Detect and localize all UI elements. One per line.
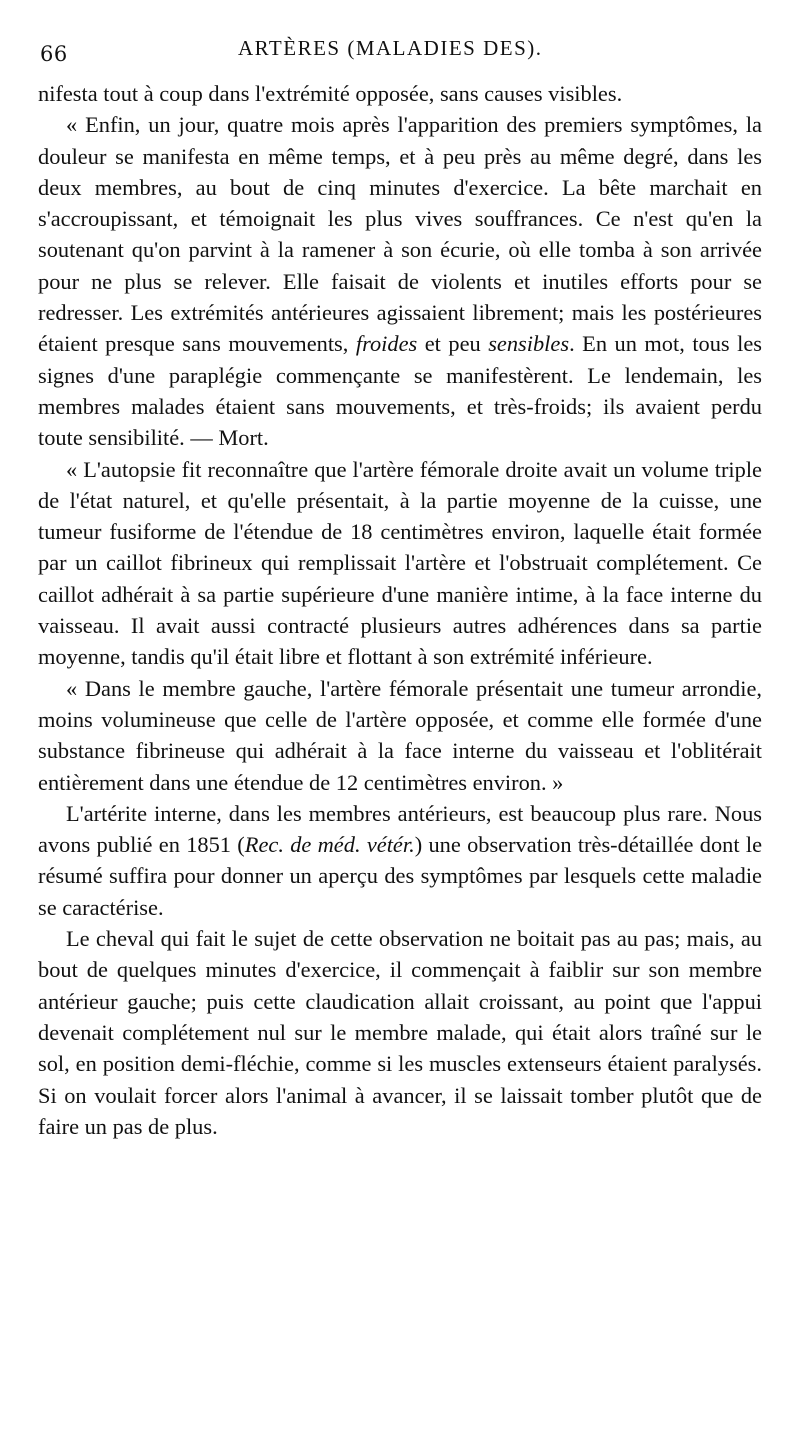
text-segment: ) une observation très-détaillée dont le résumé suffira pour donner un aperçu des symptômes par lesquels cette maladie se caractérise. bbox=[38, 832, 763, 920]
paragraph-continuation bbox=[38, 78, 762, 109]
text-segment: et peu bbox=[417, 331, 489, 357]
paragraph-left-limb bbox=[38, 673, 762, 798]
page-header bbox=[38, 30, 762, 70]
text-segment: « L'autopsie fit reconnaître que l'artère fémorale droite avait un volume triple de l'état naturel, et qu'elle présentait, à la partie moyenne de la cuisse, une tumeur fusiforme de l'étendue de 18 centimètres environ, laquelle était formée par un caillot fibrineux qui remplissait l'artère et l'obstruait complétement. Ce caillot adhérait à sa partie supérieure d'une manière intime, à la face interne du vaisseau. Il avait aussi contracté plusieurs autres adhérences dans sa partie moyenne, tandis qu'il était libre et flottant à son extrémité inférieure. bbox=[38, 456, 762, 670]
text-segment: . En un mot, tous les signes d'une paraplégie commençante se manifestèrent. Le lendemain, les membres malades étaient sans mouvements, et très-froids; ils avaient perdu toute sensibilité. — Mort. bbox=[38, 331, 763, 451]
paragraph-symptoms bbox=[38, 109, 762, 453]
italic-citation: Rec. de méd. vétér. bbox=[244, 832, 415, 858]
italic-text: sensibles bbox=[488, 331, 570, 357]
text-segment: L'artérite interne, dans les membres antérieurs, est beaucoup plus rare. Nous avons publié en 1851 ( bbox=[38, 800, 762, 858]
paragraph-horse-case bbox=[38, 923, 762, 1142]
paragraph-autopsy bbox=[38, 454, 762, 673]
page-number: 66 bbox=[40, 42, 68, 66]
text-segment: Le cheval qui fait le sujet de cette observation ne boitait pas au pas; mais, au bout de quelques minutes d'exercice, il commençait à faiblir sur son membre antérieur gauche; puis cette claudication allait croissant, au point que l'appui devenait complétement nul sur le membre malade, qui était alors traîné sur le sol, en position demi-fléchie, comme si les muscles extenseurs étaient paralysés. Si on voulait forcer alors l'animal à avancer, il se laissait tomber plutôt que de faire un pas de plus. bbox=[38, 926, 762, 1139]
italic-text: froides bbox=[355, 331, 418, 357]
text-segment: nifesta tout à coup dans l'extrémité opposée, sans causes visibles. bbox=[38, 81, 623, 106]
paragraph-anterior-limbs bbox=[38, 798, 762, 923]
text-segment: « Enfin, un jour, quatre mois après l'apparition des premiers symptômes, la douleur se manifesta en même temps, et à peu près au même degré, dans les deux membres, au bout de cinq minutes d'exercice. La bête marchait en s'accroupissant, et témoignait les plus vives souffrances. Ce n'est qu'en la soutenant qu'on parvint à la ramener à son écurie, où elle tomba à son arrivée pour ne plus se relever. Elle faisait de violents et inutiles efforts pour se redresser. Les extrémités antérieures agissaient librement; mais les postérieures étaient presque sans mouvements, bbox=[38, 112, 762, 357]
text-segment: « Dans le membre gauche, l'artère fémorale présentait une tumeur arrondie, moins volumineuse que celle de l'artère opposée, et comme elle formée d'une substance fibrineuse qui adhérait à la face interne du vaisseau et l'oblitérait entièrement dans une étendue de 12 centimètres environ. » bbox=[38, 675, 762, 795]
running-title: ARTÈRES (MALADIES DES). bbox=[238, 36, 543, 60]
body-text bbox=[38, 78, 762, 1142]
